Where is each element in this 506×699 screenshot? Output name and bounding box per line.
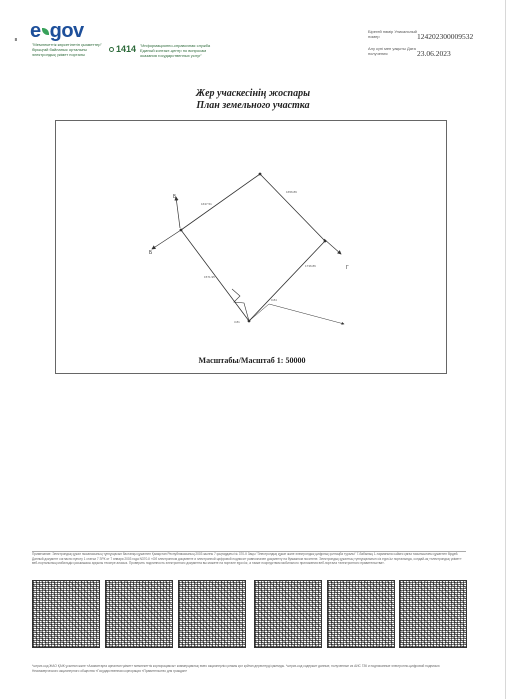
plan-scale: Масштабы/Масштаб 1: 50000 [198,356,306,365]
vertex-3 [324,240,327,243]
point-label-g: Г [346,265,349,271]
leaf-icon [42,28,49,35]
vertex-1 [180,229,183,232]
orientation-arrow-5 [269,304,344,324]
orientation-arrow-2 [152,230,181,249]
title-kz: Жер учаскесінің жоспары [195,88,311,99]
logo-gov: gov [49,20,84,42]
phone-icon [109,47,114,52]
vertex-2 [259,173,262,176]
edge-label-1: 1637.51 [201,202,212,206]
phone-number [109,44,136,54]
legal-note: Примечание: Электрондық құжат нысанасының тұпнұсқасын бастапқы құжатпен Қазақстан Республикасының 2003 жылғы 7 қаңтардағы № 370-II Заңы "Электрондық құжат және электрондық цифрлық қолтаңба туралы" 7-бабының 1-тармағына сәйкес қағаз тасығыштағы құжатпен бірдей. Данный документ согласно пункту 1 статьи 7 ЗРК от 7 января 2003 года N370-II «Об электронном документе и электронной цифровой подписи» равнозначен документу на бумажном носителе. Электрондық құжаттың түпнұсқалығын сіз egov.kz порталында, сондай-ақ «электрондық үкімет» веб-порталының мобильдік қосымшасы арқылы тексере аласыз. Проверить подлинность электронного документа вы можете на портале egov.kz, а также посредством мобильного приложения веб-портала «электронного правительства». [32,552,462,565]
egov-logo [30,20,84,43]
title-ru: План земельного участка [196,100,310,111]
edge-label-6: 0.84 [271,298,277,302]
edge-label-3: 1736.86 [305,264,316,268]
point-label-b2: Б [173,194,177,200]
contact-center-note-kz: "Мемлекеттік көрсетілетін қызметтер" бірыңғай байланыс орталығы электрондық үкімет порталы [32,42,102,57]
edge-label-4: 1571.95 [204,275,215,279]
qr-code-4 [254,580,322,648]
unique-number-value: 124202300009532 [417,32,474,41]
orientation-arrow-4 [249,304,269,321]
qr-code-3 [178,580,246,648]
receipt-date-value: 23.06.2023 [417,49,451,58]
qr-code-row [32,580,468,648]
qr-code-2 [105,580,173,648]
unique-number-label: Бірегей нөмір Уникальный номер [368,29,417,39]
edge-label-2: 1656.89 [286,190,297,194]
edge-label-5: 3.81 [234,320,240,324]
qr-code-1 [32,580,100,648]
margin-mark: ∎ [14,37,18,43]
point-label-b: Б [149,250,153,256]
logo-e: e [30,20,41,42]
qr-code-6 [399,580,467,648]
parcel-notch [232,289,249,321]
phone-text: 1414 [116,44,137,54]
contact-center-note-ru: "Информационно-справочная служба Единый контакт-центр по вопросам оказания государственных услуг" [140,43,211,58]
orientation-arrow-3 [324,239,341,254]
plan-frame [55,120,447,374]
vertex-4 [248,320,251,323]
plan-drawing [56,121,446,373]
receipt-date-label: Алу күні мен уақыты Дата получения [368,46,416,56]
qr-code-5 [327,580,395,648]
orientation-arrow-1 [176,197,180,228]
barcode-note: *штрих-код ЖАО ҚАЖ ұсынған және «Азаматтарға арналған үкімет» мемлекеттік корпорациясы» коммерциялық емес акционерлік қоғамы қол қойған деректерді қамтиды. *штрих-код содержит данные, полученные из АИС ГЗК и подписанные электронно-цифровой подписью Некоммерческого акционерного общества «Государственная корпорация «Правительство для граждан» [32,664,440,673]
parcel-outline [181,174,325,321]
